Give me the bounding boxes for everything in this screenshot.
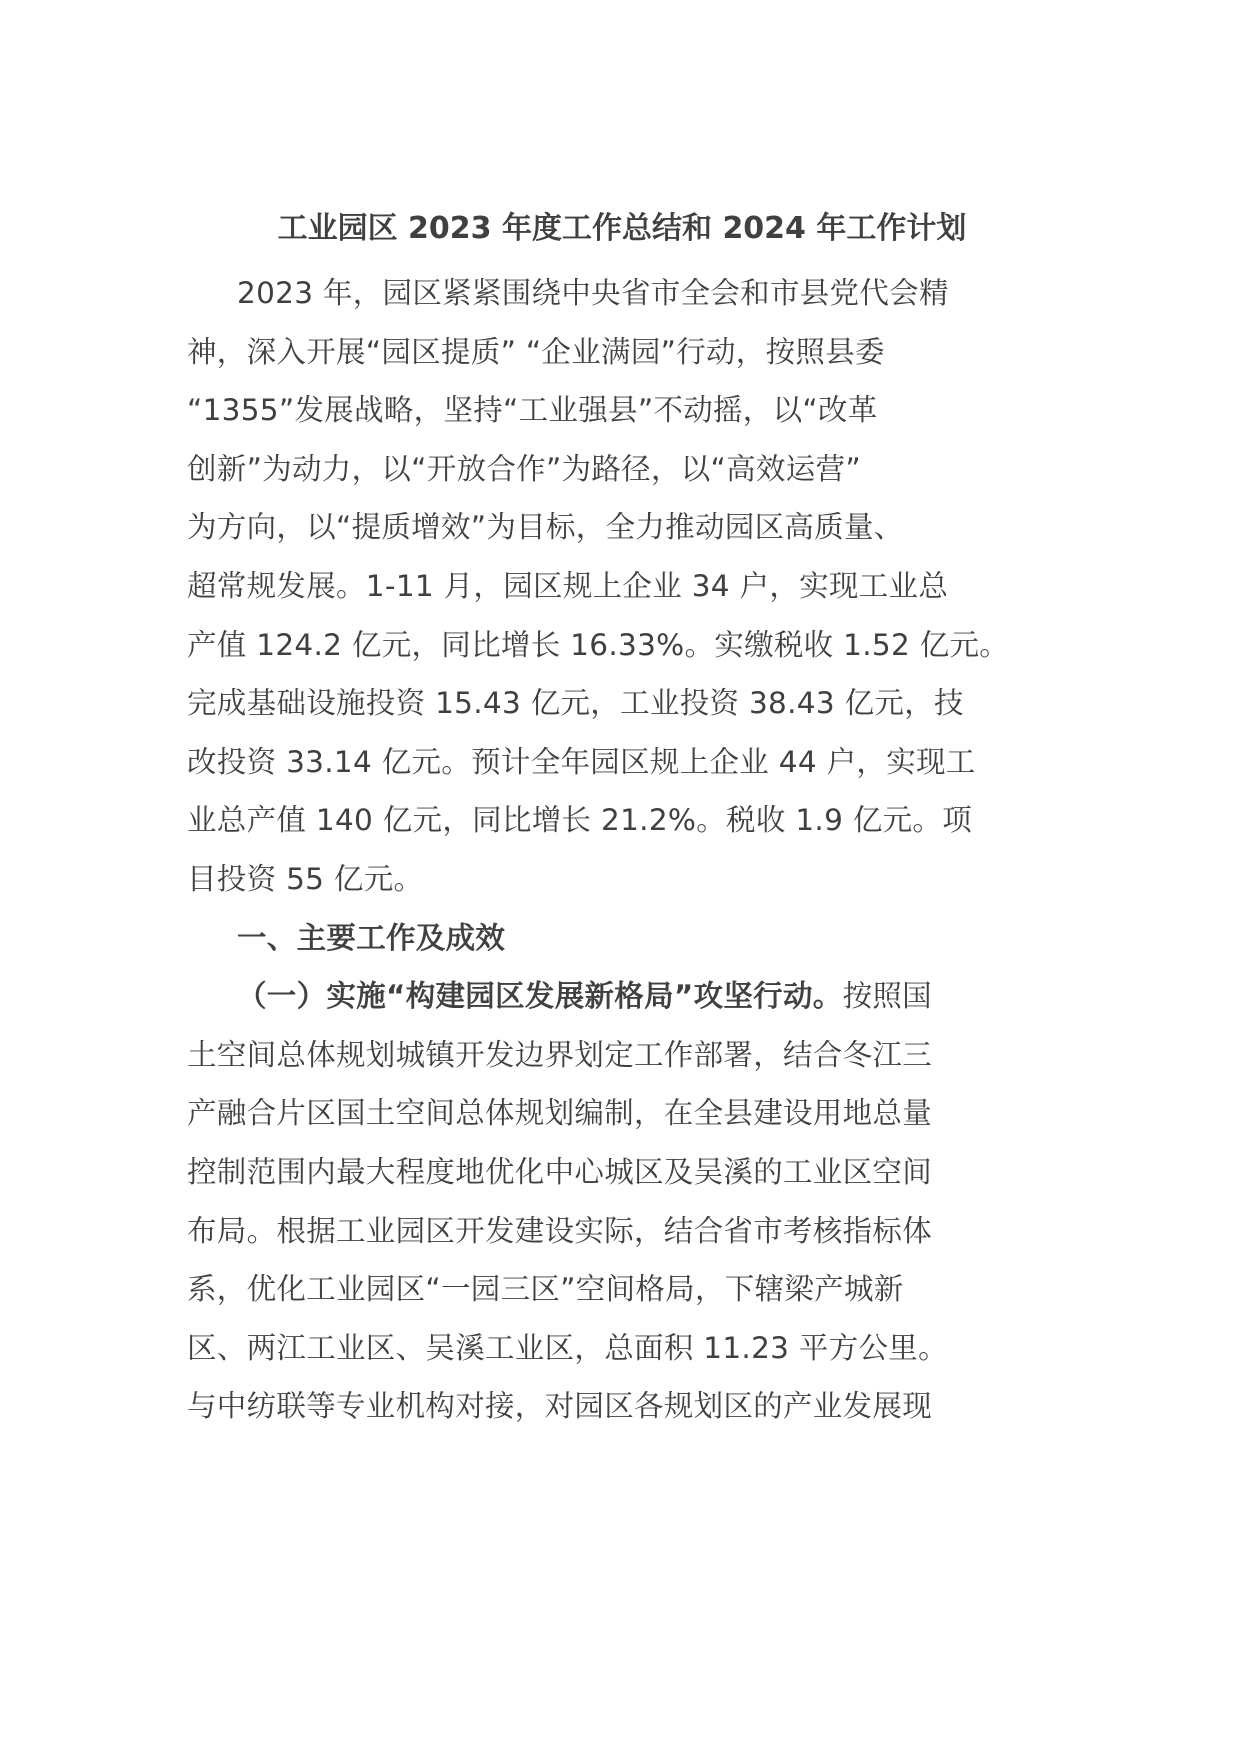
- section-heading: 一、主要工作及成效: [237, 920, 506, 955]
- paragraph-line: 业总产值 140 亿元，同比增长 21.2%。税收 1.9 亿元。项: [187, 803, 973, 838]
- paragraph-line: 目投资 55 亿元。: [187, 861, 424, 896]
- paragraph-line: 土空间总体规划城镇开发边界划定工作部署，结合冬江三: [187, 1037, 933, 1072]
- paragraph-line: 完成基础设施投资 15.43 亿元，工业投资 38.43 亿元，技: [187, 686, 964, 721]
- paragraph-line: 创新”为动力，以“开放合作”为路径，以“高效运营”: [187, 451, 861, 486]
- paragraph-line: 超常规发展。1-11 月，园区规上企业 34 户，实现工业总: [187, 568, 949, 603]
- paragraph-line: 产值 124.2 亿元，同比增长 16.33%。实缴税收 1.52 亿元。: [187, 627, 1010, 662]
- paragraph-text: 按照国: [842, 979, 932, 1014]
- paragraph-line: 控制范围内最大程度地优化中心城区及吴溪的工业区空间: [187, 1154, 933, 1189]
- subsection-heading-line: [187, 967, 1057, 1026]
- paragraph-line: 与中纺联等专业机构对接，对园区各规划区的产业发展现: [187, 1389, 933, 1424]
- paragraph-line: 区、两江工业区、吴溪工业区，总面积 11.23 平方公里。: [187, 1330, 948, 1365]
- paragraph-line: 系，优化工业园区“一园三区”空间格局，下辖梁产城新: [187, 1272, 904, 1307]
- paragraph-line: 神，深入开展“园区提质” “企业满园”行动，按照县委: [187, 334, 885, 369]
- paragraph-line: 改投资 33.14 亿元。预计全年园区规上企业 44 户，实现工: [187, 744, 976, 779]
- paragraph-line: 2023 年，园区紧紧围绕中央省市全会和市县党代会精: [237, 276, 949, 310]
- document-page: [187, 200, 1057, 1436]
- subsection-heading: （一）实施“构建园区发展新格局”攻坚行动。: [237, 979, 843, 1014]
- intro-paragraph: [187, 264, 1057, 909]
- paragraph-line: “1355”发展战略，坚持“工业强县”不动摇，以“改革: [187, 393, 878, 428]
- document-title: 工业园区 2023 年度工作总结和 2024 年工作计划: [277, 211, 967, 246]
- paragraph-line: 为方向，以“提质增效”为目标，全力推动园区高质量、: [187, 510, 904, 545]
- subsection-paragraph: [187, 967, 1057, 1436]
- paragraph-line: 产融合片区国土空间总体规划编制，在全县建设用地总量: [187, 1096, 933, 1131]
- paragraph-line: 布局。根据工业园区开发建设实际，结合省市考核指标体: [187, 1213, 933, 1248]
